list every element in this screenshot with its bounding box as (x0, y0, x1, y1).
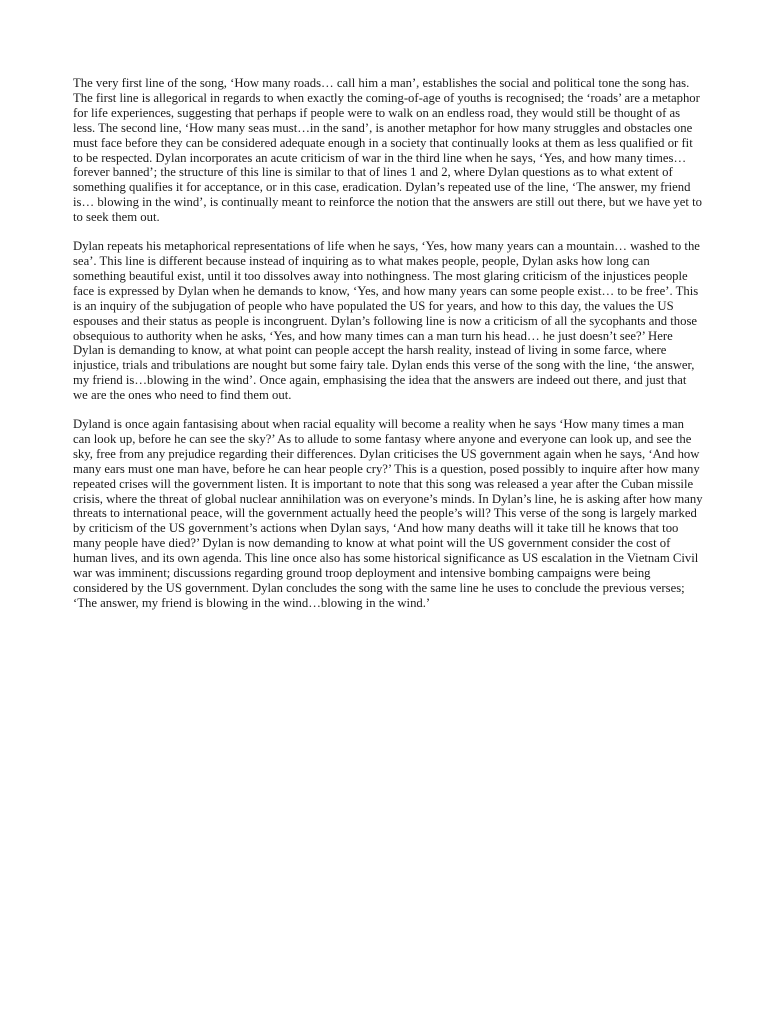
paragraph-1: The very first line of the song, ‘How many roads… call him a man’, establishes the social and political tone the song has. The first line is allegorical in regards to when exactly the coming-of-age of youths is recognised; the ‘roads’ are a metaphor for life experiences, suggesting that perhaps if people were to walk on an endless road, they would still be thought of as less. The second line, ‘How many seas must…in the sand’, is another metaphor for how many struggles and obstacles one must face before they can be considered adequate enough in a society that continually looks at them as less qualified or fit to be respected. Dylan incorporates an acute criticism of war in the third line when he says, ‘Yes, and how many times… forever banned’; the structure of this line is similar to that of lines 1 and 2, where Dylan questions as to what extent of something qualifies it for acceptance, or in this case, eradication. Dylan’s repeated use of the line, ‘The answer, my friend is… blowing in the wind’, is continually meant to reinforce the notion that the answers are still out there, but we have yet to to seek them out. (73, 76, 702, 225)
paragraph-3: Dyland is once again fantasising about when racial equality will become a reality when he says ‘How many times a man can look up, before he can see the sky?’ As to allude to some fantasy where anyone and everyone can look up, and see the sky, free from any prejudice regarding their differences. Dylan criticises the US government again when he says, ‘And how many ears must one man have, before he can hear people cry?’ This is a question, posed possibly to inquire after how many repeated crises will the government listen. It is important to note that this song was released a year after the Cuban missile crisis, where the threat of global nuclear annihilation was on everyone’s minds. In Dylan’s line, he is asking after how many threats to international peace, will the government actually heed the people’s will? This verse of the song is largely marked by criticism of the US government’s actions when Dylan says, ‘And how many deaths will it take till he knows that too many people have died?’ Dylan is now demanding to know at what point will the US government consider the cost of human lives, and its own agenda. This line once also has some historical significance as US escalation in the Vietnam Civil war was imminent; discussions regarding ground troop deployment and intensive bombing campaigns were being considered by the US government. Dylan concludes the song with the same line he uses to conclude the previous verses; ‘The answer, my friend is blowing in the wind…blowing in the wind.’ (73, 417, 703, 610)
document-page (73, 76, 703, 625)
paragraph-2: Dylan repeats his metaphorical representations of life when he says, ‘Yes, how many years can a mountain… washed to the sea’. This line is different because instead of inquiring as to what makes people, people, Dylan asks how long can something beautiful exist, until it too dissolves away into nothingness. The most glaring criticism of the injustices people face is expressed by Dylan when he demands to know, ‘Yes, and how many years can some people exist… to be free’. This is an inquiry of the subjugation of people who have populated the US for years, and how to this day, the values the US espouses and their status as people is incongruent. Dylan’s following line is now a criticism of all the sycophants and those obsequious to authority when he asks, ‘Yes, and how many times can a man turn his head… he just doesn’t see?’ Here Dylan is demanding to know, at what point can people accept the harsh reality, instead of living in some farce, where injustice, trials and tribulations are nought but some fairy tale. Dylan ends this verse of the song with the line, ‘the answer, my friend is…blowing in the wind’. Once again, emphasising the idea that the answers are indeed out there, and just that we are the ones who need to find them out. (73, 239, 700, 403)
